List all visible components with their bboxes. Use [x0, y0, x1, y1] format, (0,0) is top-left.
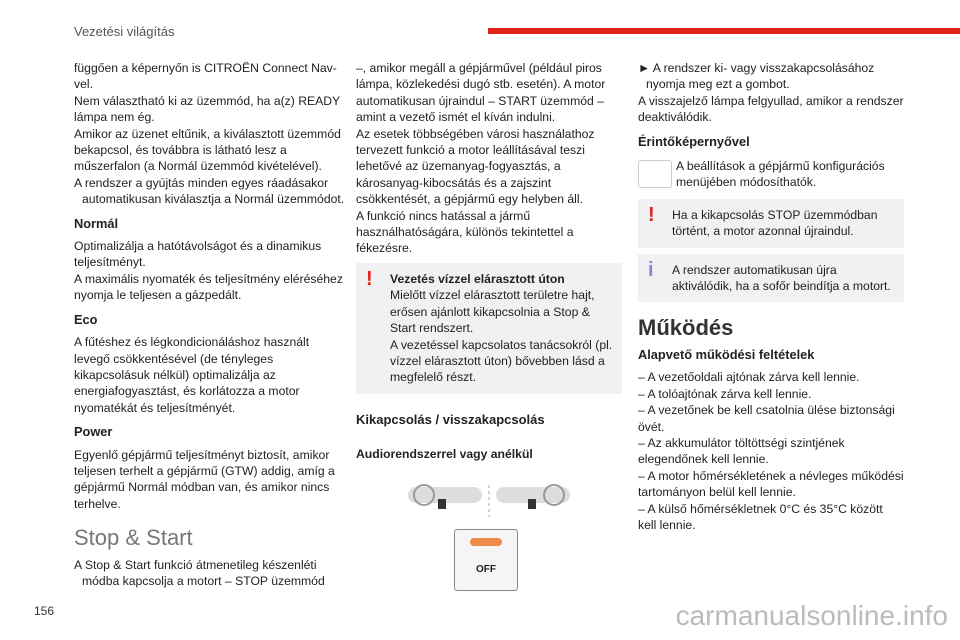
paragraph: Amikor az üzenet eltűnik, a kiválasztott üzemmód bekapcsol, és továbbra is látható lesz a műszerfalon (a Normál üzemmód kivételével).	[74, 126, 341, 174]
paragraph: A funkció nincs hatással a jármű használhatóságára, különös tekintettel a fékezésre.	[356, 208, 574, 256]
warning-icon: !	[648, 203, 655, 226]
heading-audio: Audiorendszerrel vagy anélkül	[356, 447, 533, 462]
watermark: carmanualsonline.info	[675, 600, 948, 631]
paragraph: Egyenlő gépjármű teljesítményt biztosít, amikor teljesen terhelt a gépjármű (GTW) addig, amíg a gépjármű Normál módban van, és amikor nincs terhelve.	[74, 447, 335, 511]
paragraph: Optimalizálja a hatótávolságot és a dinamikus teljesítményt.	[74, 239, 322, 270]
column-1	[74, 60, 346, 589]
off-label: OFF	[476, 563, 496, 575]
heading-alapveto: Alapvető működési feltételek	[638, 346, 815, 362]
info-icon: i	[648, 258, 654, 281]
heading-eco: Eco	[74, 311, 98, 327]
dashboard-illustration	[356, 477, 622, 537]
paragraph: A rendszer a gyújtás minden egyes ráadásakor automatikusan kiválasztja a Normál üzemmódot.	[74, 175, 345, 207]
warning-body: Mielőtt vízzel elárasztott területre hajt, erősen ajánlott kikapcsolnia a Stop & Start rendszert.	[390, 288, 595, 336]
list-item: – Az akkumulátor töltöttségi szintjének elegendőnek kell lennie.	[638, 435, 845, 467]
warning-more: A vezetéssel kapcsolatos tanácsokról (pl. vízzel elárasztott úton) bővebben lásd a megfelelő részt.	[390, 337, 613, 385]
paragraph: ► A rendszer ki- vagy visszakapcsolásához nyomja meg ezt a gombot.	[638, 61, 875, 92]
warning-text: Ha a kikapcsolás STOP üzemmódban történt, a motor azonnal újraindul.	[672, 207, 878, 239]
paragraph: A visszajelző lámpa felgyullad, amikor a rendszer deaktiválódik.	[638, 93, 904, 125]
list-item: – A tolóajtónak zárva kell lennie.	[638, 386, 812, 401]
paragraph: függően a képernyőn is CITROËN Connect Nav-vel.	[74, 61, 337, 92]
touch-text: A beállítások a gépjármű konfigurációs menüjében módosíthatók.	[676, 159, 885, 190]
list-item: – A vezetőnek be kell csatolnia ülése biztonsági övét.	[638, 403, 895, 434]
heading-kikapcsolas: Kikapcsolás / visszakapcsolás	[356, 411, 545, 427]
header-red-bar	[488, 28, 960, 34]
list-item: – A vezetőoldali ajtónak zárva kell lennie.	[638, 370, 860, 385]
column-3	[638, 60, 904, 533]
heading-touchscreen: Érintőképernyővel	[638, 133, 750, 149]
paragraph: –, amikor megáll a gépjárművel (például piros lámpa, közlekedési dugó stb. esetén). A motor automatikusan újraindul – START üzemmód – amint a vezető ismét el kíván indulni.	[356, 61, 606, 125]
paragraph: A maximális nyomaték és teljesítmény eléréséhez nyomja le teljesen a gázpedált.	[74, 271, 343, 303]
stop-start-figure	[356, 477, 622, 597]
heading-stop-start: Stop & Start	[74, 525, 193, 551]
column-2	[356, 60, 622, 597]
heading-mukodes: Működés	[638, 315, 734, 341]
paragraph: Nem választható ki az üzemmód, ha a(z) READY lámpa nem ég.	[74, 93, 340, 125]
warning-box	[356, 263, 622, 394]
info-text: A rendszer automatikusan újra aktiválódik, ha a sofőr beindítja a motort.	[672, 262, 891, 294]
paragraph: A Stop & Start funkció átmenetileg készenléti módba kapcsolja a motort – STOP üzemmód	[74, 557, 325, 588]
paragraph: Az esetek többségében városi használathoz tervezett funkció a motor leállításával teszi lehetővé az üzemanyag-fogyasztás, a károsanyag-kibocsátás és a zajszint csökkentését, a gépjármű egy helyben áll.	[356, 126, 595, 207]
header-title: Vezetési világítás	[74, 24, 175, 39]
indicator-lamp	[470, 538, 502, 546]
warning-title: Vezetés vízzel elárasztott úton	[390, 271, 565, 286]
touch-note	[638, 158, 904, 191]
list-item: – A külső hőmérsékletnek 0°C és 35°C között kell lennie.	[638, 501, 883, 532]
car-settings-icon	[638, 160, 672, 188]
stop-start-off-button	[454, 529, 518, 591]
info-box	[638, 254, 904, 303]
list-item: – A motor hőmérsékletének a névleges működési tartományon belül kell lennie.	[638, 468, 904, 500]
warning-icon: !	[366, 267, 373, 290]
page-number: 156	[34, 604, 55, 618]
heading-power: Power	[74, 424, 113, 440]
warning-box	[638, 199, 904, 248]
heading-normal: Normál	[74, 215, 119, 231]
paragraph: A fűtéshez és légkondicionáláshoz használt levegő csökkentésével (de tényleges kikapcsolásuk nélkül) optimalizálja az energiafogyasztást, és korlátozza a motor nyomatékát és teljesítményét.	[74, 335, 310, 415]
